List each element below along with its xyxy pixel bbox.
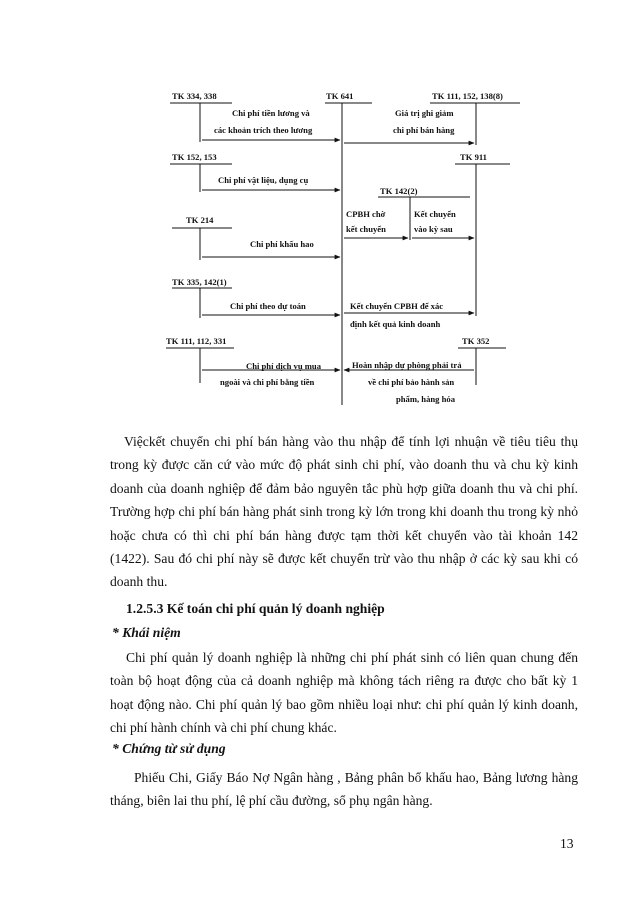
bullet-concept: * Khái niệm bbox=[112, 625, 181, 640]
label-cpbh-1: CPBH chờ bbox=[346, 209, 386, 219]
label-reduce-2: chi phí bán hàng bbox=[393, 125, 455, 135]
account-tk111-152: TK 111, 152, 138(8) bbox=[432, 91, 503, 101]
accounting-flow-diagram bbox=[0, 0, 638, 420]
label-carry-2: vào kỳ sau bbox=[414, 224, 453, 234]
label-salary-2: các khoản trích theo lương bbox=[214, 125, 313, 135]
label-carry-1: Kết chuyển bbox=[414, 209, 456, 219]
label-salary-1: Chi phí tiền lương và bbox=[232, 108, 310, 118]
label-reversal-2: về chi phí bảo hành sản bbox=[368, 377, 455, 387]
account-tk352: TK 352 bbox=[462, 336, 490, 346]
label-transfer-2: định kết quả kinh doanh bbox=[350, 319, 441, 329]
account-tk641: TK 641 bbox=[326, 91, 354, 101]
label-transfer-1: Kết chuyển CPBH để xác bbox=[350, 301, 444, 311]
account-tk111-112: TK 111, 112, 331 bbox=[166, 336, 227, 346]
account-tk334: TK 334, 338 bbox=[172, 91, 217, 101]
label-reduce-1: Giá trị ghi giảm bbox=[395, 108, 454, 118]
diagram-lines bbox=[0, 0, 638, 420]
label-estimate: Chi phí theo dự toán bbox=[230, 301, 306, 311]
section-heading: 1.2.5.3 Kế toán chi phí quản lý doanh nghiệp bbox=[126, 601, 385, 616]
paragraph-carry-forward: Việckết chuyển chi phí bán hàng vào thu nhập để tính lợi nhuận về tiêu tiêu thụ trong kỳ được căn cứ vào mức độ phát sinh chi phí, vào doanh thu và chu kỳ kinh doanh của doanh nghiệp để đảm bảo nguyên tắc phù hợp giữa doanh thu và chi phí. Trường hợp chi phí bán hàng phát sinh trong kỳ lớn trong khi doanh thu trong kỳ nhỏ hoặc chưa có thì chi phí bán hàng được tạm thời kết chuyển vào tài khoản 142 (1422). Sau đó chi phí này sẽ được kết chuyển trừ vào thu nhập ở các kỳ sau khi có doanh thu. bbox=[110, 434, 578, 590]
account-tk911: TK 911 bbox=[460, 152, 487, 162]
label-depreciation: Chi phí khấu hao bbox=[250, 239, 314, 249]
bullet-documents: * Chứng từ sử dụng bbox=[112, 741, 226, 756]
account-tk214: TK 214 bbox=[186, 215, 214, 225]
account-tk335: TK 335, 142(1) bbox=[172, 277, 227, 287]
label-services-1: Chi phí dịch vụ mua bbox=[246, 361, 321, 371]
label-materials: Chi phí vật liệu, dụng cụ bbox=[218, 175, 309, 185]
paragraph-definition: Chi phí quản lý doanh nghiệp là những chi phí phát sinh có liên quan chung đến toàn bộ hoạt động của cả doanh nghiệp mà không tách riêng ra được cho bất kỳ 1 hoạt động nào. Chi phí quản lý bao gồm nhiều loại như: chi phí quản lý kinh doanh, chi phí hành chính và chi phí chung khác. bbox=[110, 650, 578, 736]
account-tk142: TK 142(2) bbox=[380, 186, 418, 196]
paragraph-documents: Phiếu Chi, Giấy Báo Nợ Ngân hàng , Bảng phân bổ khấu hao, Bảng lương hàng tháng, biên lai thu phí, lệ phí cầu đường, sổ phụ ngân hàng. bbox=[110, 770, 578, 809]
account-tk152: TK 152, 153 bbox=[172, 152, 217, 162]
label-cpbh-2: kết chuyển bbox=[346, 224, 386, 234]
label-reversal-1: Hoàn nhập dự phòng phải trả bbox=[352, 360, 462, 370]
label-services-2: ngoài và chi phí bằng tiền bbox=[220, 377, 315, 387]
label-reversal-3: phẩm, hàng hóa bbox=[396, 394, 455, 404]
page-number: 13 bbox=[560, 836, 574, 851]
